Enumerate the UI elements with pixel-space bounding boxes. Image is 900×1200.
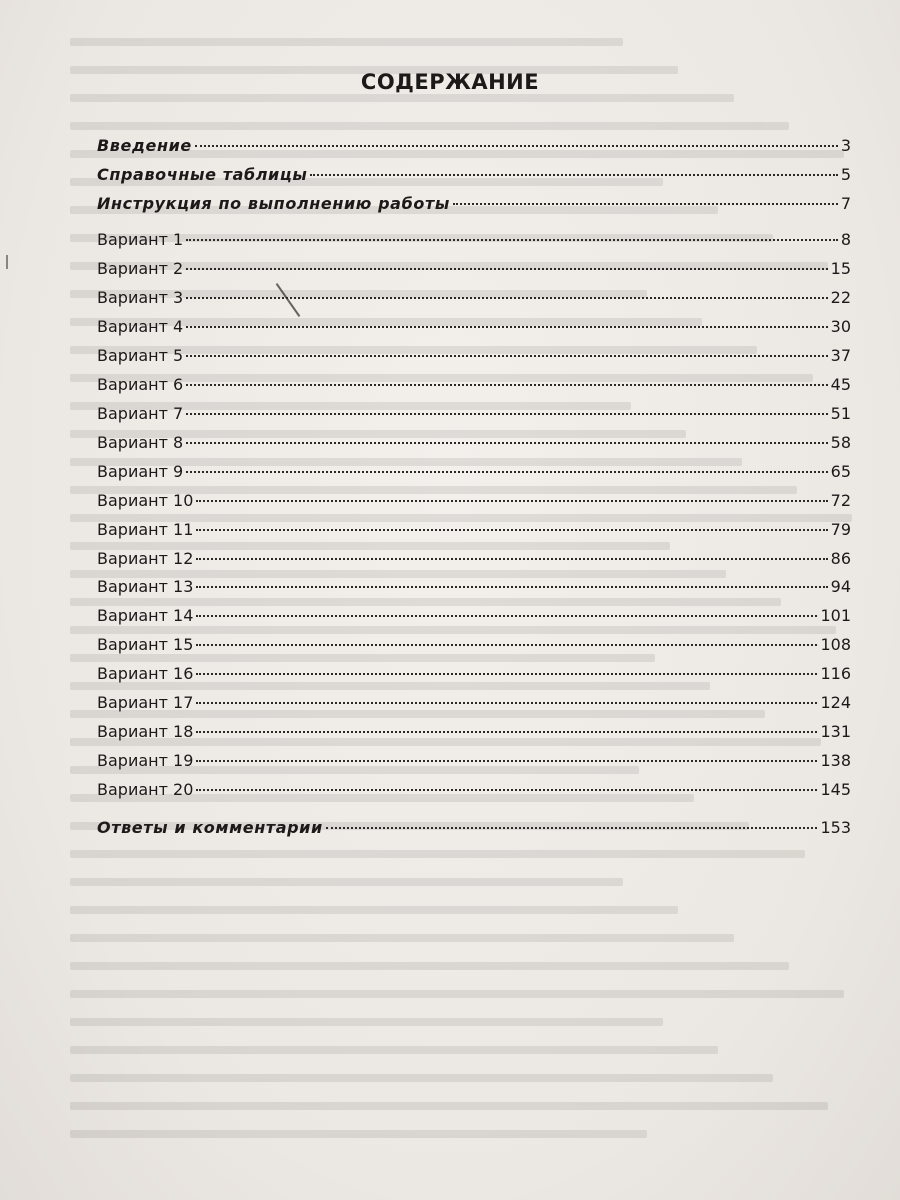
toc-entry-page: 131 xyxy=(820,722,851,741)
toc-entry xyxy=(97,288,851,312)
page-title: СОДЕРЖАНИЕ xyxy=(360,70,540,94)
toc-entry-label: Вариант 3 xyxy=(97,288,184,307)
toc-entry-page: 7 xyxy=(840,194,851,213)
show-through-line xyxy=(70,1074,773,1082)
show-through-line xyxy=(70,934,734,942)
toc-entry-label: Вариант 20 xyxy=(97,780,194,799)
show-through-line xyxy=(70,1046,718,1054)
dot-leader xyxy=(186,442,827,444)
toc-entry-page: 72 xyxy=(830,491,851,510)
toc-entry-page: 116 xyxy=(820,664,851,683)
toc-entry xyxy=(97,549,851,573)
toc-entry-label: Вариант 8 xyxy=(97,433,184,452)
toc-entry-page: 15 xyxy=(830,259,851,278)
toc-entry xyxy=(97,433,851,457)
show-through-line xyxy=(70,94,734,102)
toc-entry xyxy=(97,635,851,659)
toc-entry-label: Вариант 13 xyxy=(97,577,194,596)
toc-entry xyxy=(97,780,851,804)
dot-leader xyxy=(196,673,817,675)
toc-entry-page: 145 xyxy=(820,780,851,799)
toc-entry-page: 108 xyxy=(820,635,851,654)
toc-entry-page: 58 xyxy=(830,433,851,452)
show-through-line xyxy=(70,878,623,886)
toc-entry-label: Вариант 4 xyxy=(97,317,184,336)
dot-leader xyxy=(196,644,817,646)
dot-leader xyxy=(186,384,827,386)
dot-leader xyxy=(196,702,817,704)
toc-entry-label: Вариант 15 xyxy=(97,635,194,654)
toc-entry xyxy=(97,818,851,842)
toc-entry xyxy=(97,722,851,746)
dot-leader xyxy=(196,529,827,531)
toc-entry-label: Вариант 12 xyxy=(97,549,194,568)
toc-entry-page: 5 xyxy=(840,165,851,184)
show-through-line xyxy=(70,122,789,130)
show-through-line xyxy=(70,38,623,46)
toc-entry xyxy=(97,375,851,399)
show-through-line xyxy=(70,962,789,970)
toc-entry-label: Вариант 10 xyxy=(97,491,194,510)
toc-entry xyxy=(97,520,851,544)
dot-leader xyxy=(186,239,838,241)
toc-entry xyxy=(97,230,851,254)
dot-leader xyxy=(186,413,827,415)
toc-entry xyxy=(97,693,851,717)
toc-entry-page: 138 xyxy=(820,751,851,770)
toc-entry xyxy=(97,194,851,218)
toc-entry-label: Введение xyxy=(97,136,192,155)
dot-leader xyxy=(310,174,837,176)
toc-entry-page: 8 xyxy=(840,230,851,249)
toc-entry-label: Вариант 17 xyxy=(97,693,194,712)
toc-entry xyxy=(97,462,851,486)
dot-leader xyxy=(196,760,817,762)
toc-entry xyxy=(97,606,851,630)
toc-entry-label: Вариант 16 xyxy=(97,664,194,683)
show-through-line xyxy=(70,1018,663,1026)
dot-leader xyxy=(196,558,827,560)
show-through-line xyxy=(70,850,805,858)
show-through-line xyxy=(70,1102,828,1110)
toc-entry-label: Вариант 1 xyxy=(97,230,184,249)
dot-leader xyxy=(196,731,817,733)
toc-entry-label: Вариант 5 xyxy=(97,346,184,365)
toc-entry-label: Инструкция по выполнению работы xyxy=(97,194,450,213)
show-through-line xyxy=(70,990,844,998)
dot-leader xyxy=(196,789,817,791)
toc-entry-page: 79 xyxy=(830,520,851,539)
toc-entry-page: 94 xyxy=(830,577,851,596)
toc-entry xyxy=(97,136,851,160)
scan-mark xyxy=(6,255,8,269)
toc-entry-page: 65 xyxy=(830,462,851,481)
dot-leader xyxy=(186,268,827,270)
toc-entry xyxy=(97,404,851,428)
dot-leader xyxy=(186,326,827,328)
toc-entry xyxy=(97,165,851,189)
toc-entry-label: Вариант 6 xyxy=(97,375,184,394)
show-through-line xyxy=(70,906,678,914)
dot-leader xyxy=(186,471,827,473)
toc-entry-page: 153 xyxy=(820,818,851,837)
toc-entry-page: 101 xyxy=(820,606,851,625)
toc-entry-page: 86 xyxy=(830,549,851,568)
toc-entry xyxy=(97,491,851,515)
toc-entry-label: Вариант 9 xyxy=(97,462,184,481)
toc-entry-label: Вариант 14 xyxy=(97,606,194,625)
toc-entry-label: Ответы и комментарии xyxy=(97,818,323,837)
toc-entry xyxy=(97,577,851,601)
dot-leader xyxy=(196,586,827,588)
toc-entry-label: Вариант 19 xyxy=(97,751,194,770)
toc-entry xyxy=(97,346,851,370)
dot-leader xyxy=(326,827,818,829)
toc-entry-page: 30 xyxy=(830,317,851,336)
toc-entry-label: Вариант 11 xyxy=(97,520,194,539)
toc-entry-page: 124 xyxy=(820,693,851,712)
toc-entry xyxy=(97,259,851,283)
toc-entry xyxy=(97,317,851,341)
toc-entry-label: Вариант 7 xyxy=(97,404,184,423)
dot-leader xyxy=(186,297,827,299)
toc-entry-page: 51 xyxy=(830,404,851,423)
dot-leader xyxy=(196,500,827,502)
dot-leader xyxy=(186,355,827,357)
toc-entry xyxy=(97,751,851,775)
dot-leader xyxy=(453,203,838,205)
toc-entry-page: 37 xyxy=(830,346,851,365)
toc-entry-page: 45 xyxy=(830,375,851,394)
dot-leader xyxy=(195,145,838,147)
show-through-line xyxy=(70,1130,647,1138)
toc-entry-page: 22 xyxy=(830,288,851,307)
toc-entry-label: Вариант 2 xyxy=(97,259,184,278)
toc-entry xyxy=(97,664,851,688)
toc-entry-page: 3 xyxy=(840,136,851,155)
toc-entry-label: Вариант 18 xyxy=(97,722,194,741)
toc-entry-label: Справочные таблицы xyxy=(97,165,308,184)
dot-leader xyxy=(196,615,817,617)
